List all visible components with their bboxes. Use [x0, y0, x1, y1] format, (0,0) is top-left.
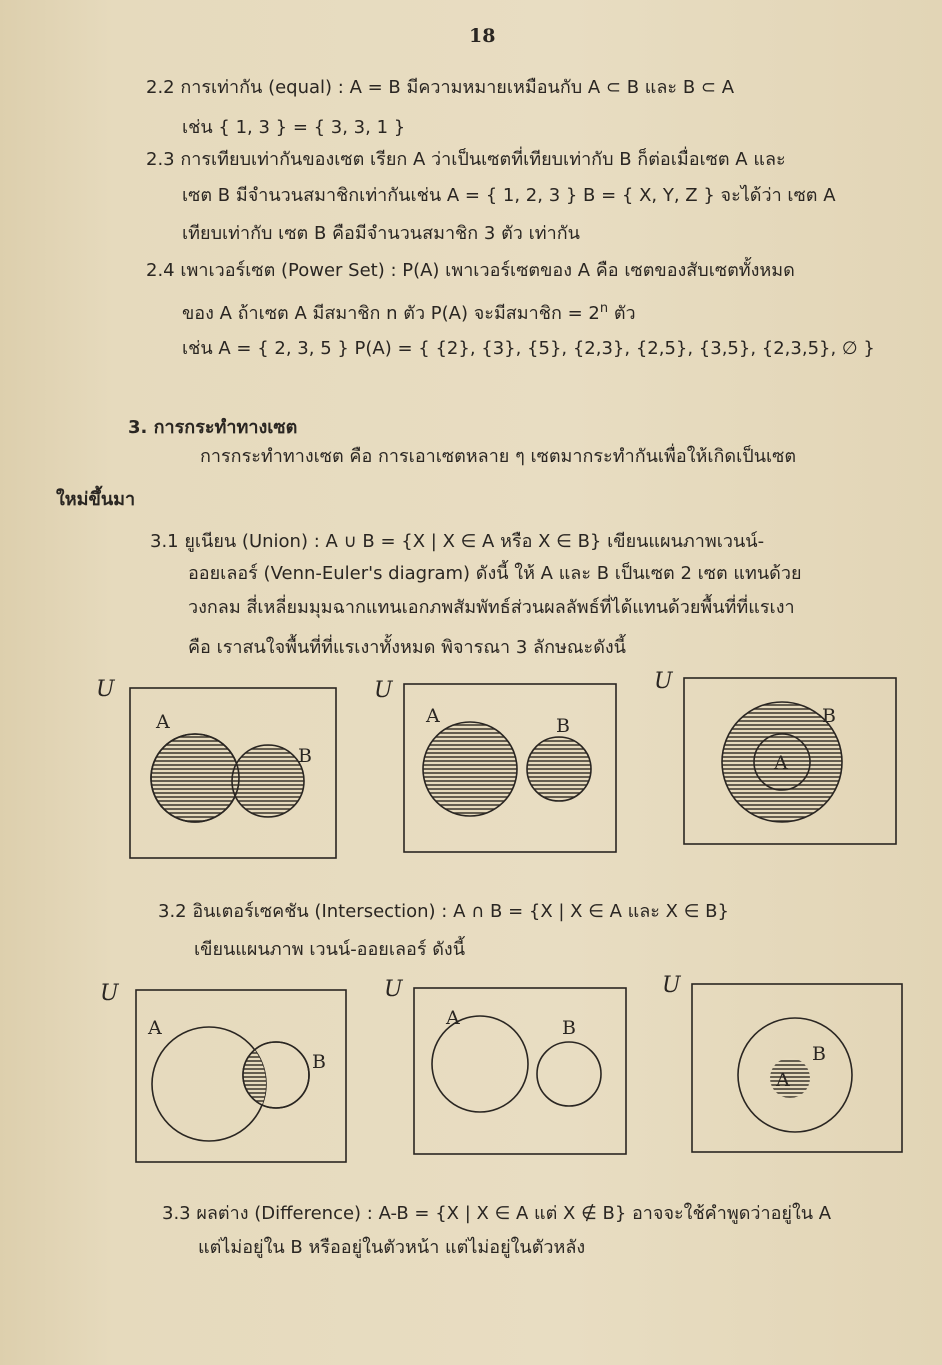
intersection-1-label-a: A: [148, 1017, 162, 1039]
text-line-3-3: 3.3 ผลต่าง (Difference) : A-B = {X | X ∈ A แต่ X ∉ B} อาจจะใช้คำพูดว่าอยู่ใน A: [162, 1203, 832, 1224]
text-line-3-2: 3.2 อินเตอร์เซคชัน (Intersection) : A ∩ B = {X | X ∈ A และ X ∈ B}: [158, 901, 729, 922]
text-line-2-4: 2.4 เพาเวอร์เซต (Power Set) : P(A) เพาเวอร์เซตของ A คือ เซตของสับเซตทั้งหมด: [146, 260, 795, 281]
section-3-heading: 3. การกระทำทางเซต: [128, 417, 298, 438]
superscript-n: n: [599, 301, 609, 316]
text-line-2-4-cont-b: ตัว: [608, 303, 636, 324]
text-line-2-4-cont-a: ของ A ถ้าเซต A มีสมาชิก n ตัว P(A) จะมีสมาชิก = 2: [182, 303, 600, 324]
intersection-2-label-b: B: [562, 1017, 576, 1039]
text-line-3-2-cont: เขียนแผนภาพ เวนน์-ออยเลอร์ ดังนี้: [194, 939, 466, 960]
union-3-label-b: B: [822, 705, 836, 727]
text-line-3-intro: การกระทำทางเซต คือ การเอาเซตหลาย ๆ เซตมากระทำกันเพื่อให้เกิดเป็นเซต: [200, 446, 797, 467]
intersection-3-label-a: A: [776, 1069, 790, 1091]
union-2-label-a: A: [426, 705, 440, 727]
union-3-label-a: A: [774, 752, 788, 774]
text-line-3-intro-cont: ใหม่ขึ้นมา: [56, 489, 136, 510]
text-line-2-3: 2.3 การเทียบเท่ากันของเซต เรียก A ว่าเป็นเซตที่เทียบเท่ากับ B ก็ต่อเมื่อเซต A และ: [146, 149, 786, 170]
text-line-2-2-example: เช่น { 1, 3 } = { 3, 3, 1 }: [182, 117, 406, 138]
text-line-3-1: 3.1 ยูเนียน (Union) : A ∪ B = {X | X ∈ A หรือ X ∈ B} เขียนแผนภาพเวนน์-: [150, 531, 765, 552]
intersection-2-circle-a: [432, 1016, 528, 1112]
intersection-2-circle-b: [537, 1042, 601, 1106]
intersection-1-label-b: B: [312, 1051, 326, 1073]
text-line-3-1-cont3: คือ เราสนใจพื้นที่ที่แรเงาทั้งหมด พิจารณา 3 ลักษณะดังนี้: [188, 637, 626, 658]
text-line-3-1-cont: ออยเลอร์ (Venn-Euler's diagram) ดังนี้ ให้ A และ B เป็นเซต 2 เซต แทนด้วย: [188, 563, 802, 584]
intersection-3-label-b: B: [812, 1043, 826, 1065]
intersection-2-label-a: A: [446, 1007, 460, 1029]
union-1-label-b: B: [298, 745, 312, 767]
union-2-label-b: B: [556, 715, 570, 737]
intersection-1-universe-box: [136, 990, 346, 1162]
text-line-3-1-cont2: วงกลม สี่เหลี่ยมมุมฉากแทนเอกภพสัมพัทธ์ส่วนผลลัพธ์ที่ได้แทนด้วยพื้นที่ที่แรเงา: [188, 597, 795, 618]
text-line-2-4-example: เช่น A = { 2, 3, 5 } P(A) = { {2}, {3}, {5}, {2,3}, {2,5}, {3,5}, {2,3,5}, ∅ }: [182, 338, 875, 359]
intersection-2-universe-label: U: [384, 977, 403, 1002]
text-line-2-2: 2.2 การเท่ากัน (equal) : A = B มีความหมายเหมือนกับ A ⊂ B และ B ⊂ A: [146, 77, 735, 98]
text-line-3-3-cont: แต่ไม่อยู่ใน B หรืออยู่ในตัวหน้า แต่ไม่อยู่ในตัวหลัง: [198, 1237, 586, 1258]
page-number: 18: [469, 25, 496, 47]
intersection-1-universe-label: U: [100, 981, 119, 1006]
union-3-universe-label: U: [654, 669, 673, 694]
union-1-label-a: A: [156, 711, 170, 733]
union-2-universe-label: U: [374, 678, 393, 703]
union-1-universe-label: U: [96, 677, 115, 702]
text-line-2-3-cont: เซต B มีจำนวนสมาชิกเท่ากันเช่น A = { 1, 2, 3 } B = { X, Y, Z } จะได้ว่า เซต A: [182, 185, 836, 206]
intersection-3-universe-label: U: [662, 973, 681, 998]
text-line-2-3-cont2: เทียบเท่ากับ เซต B คือมีจำนวนสมาชิก 3 ตัว เท่ากัน: [182, 223, 580, 244]
